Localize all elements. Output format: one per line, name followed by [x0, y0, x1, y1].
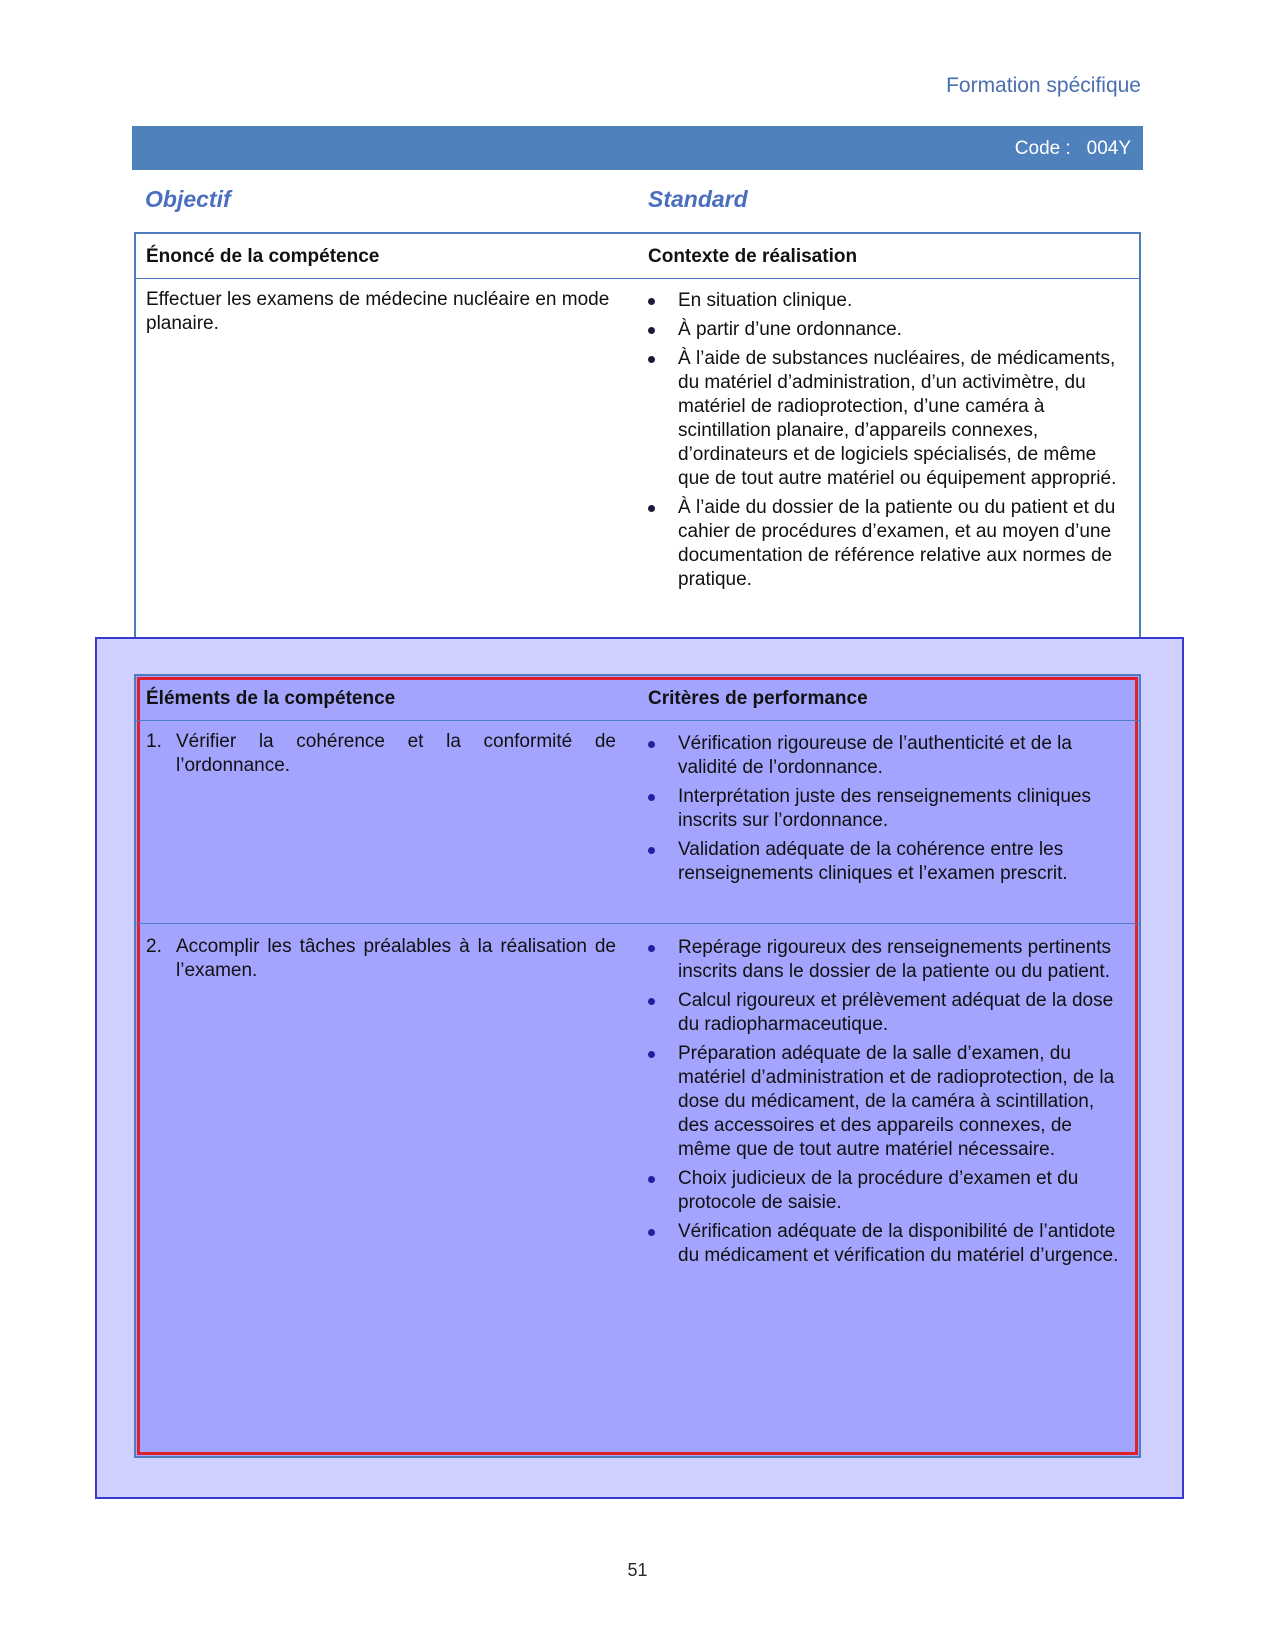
criteria-list [648, 936, 1128, 1273]
bullet-icon [648, 1176, 655, 1183]
row-divider [136, 923, 1139, 924]
list-item: Vérification rigoureuse de l’authenticité et de la validité de l’ordonnance. [648, 732, 1128, 780]
elements-header: Éléments de la compétence [146, 688, 396, 709]
list-item: À l’aide de substances nucléaires, de médicaments, du matériel d’administration, d’un activimètre, du matériel de radioprotection, d’une caméra à scintillation planaire, d’appareils connexes, d’ordinateurs et de logiciels spécialisés, de même que de tout autre matériel ou équipement approprié. [648, 347, 1128, 491]
bullet-icon [648, 327, 655, 334]
list-item: À l’aide du dossier de la patiente ou du patient et du cahier de procédures d’examen, et au moyen d’une documentation de référence relative aux normes de pratique. [648, 496, 1128, 592]
list-item: Vérification adéquate de la disponibilité de l’antidote du médicament et vérification du matériel d’urgence. [648, 1220, 1128, 1268]
table-header [136, 234, 1139, 279]
element-number: 2. [146, 936, 162, 957]
statement-header: Énoncé de la compétence [146, 246, 380, 267]
element-number: 1. [146, 731, 162, 752]
bullet-icon [648, 741, 655, 748]
element-item [146, 935, 616, 983]
code-label: Code : 004Y [1014, 138, 1131, 159]
list-item: Calcul rigoureux et prélèvement adéquat de la dose du radiopharmaceutique. [648, 989, 1128, 1037]
standard-title: Standard [648, 186, 748, 212]
criteria-header: Critères de performance [648, 688, 868, 709]
bullet-icon [648, 847, 655, 854]
table-header [136, 676, 1139, 721]
competence-statement: Effectuer les examens de médecine nucléaire en mode planaire. [146, 289, 610, 334]
code-bar [132, 126, 1143, 170]
element-text: Accomplir les tâches préalables à la réalisation de l’examen. [176, 936, 616, 981]
bullet-icon [648, 1051, 655, 1058]
criteria-list [648, 732, 1128, 891]
list-item: En situation clinique. [648, 289, 1128, 313]
element-item [146, 730, 616, 778]
element-text: Vérifier la cohérence et la conformité de l’ordonnance. [176, 731, 616, 776]
page-number: 51 [627, 1560, 648, 1580]
bullet-icon [648, 794, 655, 801]
bullet-icon [648, 998, 655, 1005]
performance-table [134, 674, 1141, 1458]
bullet-icon [648, 1229, 655, 1236]
list-item: Préparation adéquate de la salle d’examen, du matériel d’administration et de radioprotection, de la dose du médicament, de la caméra à scintillation, des accessoires et des appareils connexes, de même que de tout autre matériel nécessaire. [648, 1042, 1128, 1162]
list-item: Choix judicieux de la procédure d’examen et du protocole de saisie. [648, 1167, 1128, 1215]
bullet-icon [648, 356, 655, 363]
code-value: 004Y [1086, 138, 1131, 159]
list-item: À partir d’une ordonnance. [648, 318, 1128, 342]
list-item: Interprétation juste des renseignements cliniques inscrits sur l’ordonnance. [648, 785, 1128, 833]
competence-table [134, 232, 1141, 660]
context-header: Contexte de réalisation [648, 246, 858, 267]
bullet-icon [648, 945, 655, 952]
context-list [648, 289, 1128, 597]
bullet-icon [648, 505, 655, 512]
section-link[interactable]: Formation spécifique [946, 74, 1141, 97]
list-item: Validation adéquate de la cohérence entre les renseignements cliniques et l’examen prescrit. [648, 838, 1128, 886]
list-item: Repérage rigoureux des renseignements pertinents inscrits dans le dossier de la patiente ou du patient. [648, 936, 1128, 984]
objective-title: Objectif [145, 186, 231, 212]
bullet-icon [648, 298, 655, 305]
